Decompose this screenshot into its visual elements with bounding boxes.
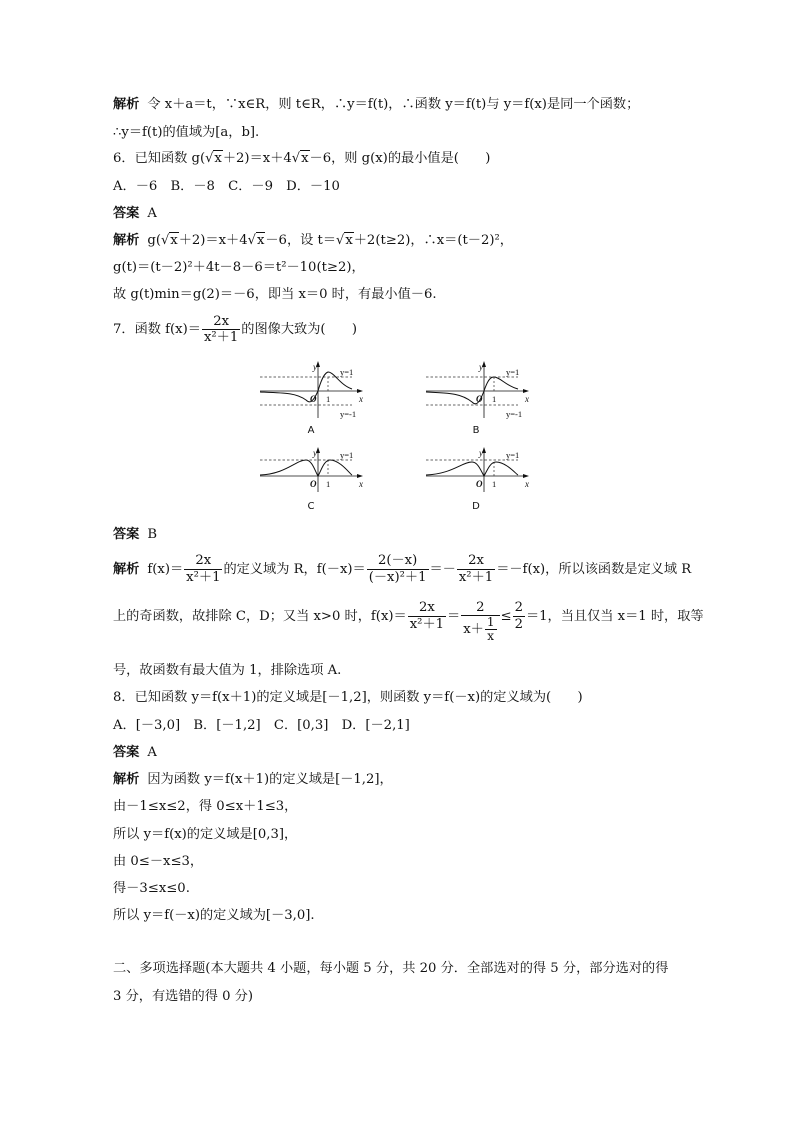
arrow-icon — [357, 389, 363, 393]
denominator: x²＋1 — [186, 570, 221, 585]
graph-d — [422, 446, 532, 496]
question-text: 6．已知函数 g( — [113, 151, 206, 166]
solution-text: －6，设 t＝ — [265, 233, 337, 248]
origin-label: O — [476, 394, 483, 404]
numerator: 2 — [461, 600, 499, 616]
arrow-icon — [523, 389, 529, 393]
x-axis-label: x — [359, 394, 363, 404]
solution-line — [113, 96, 639, 114]
curve — [260, 372, 352, 402]
question-text: ＋2)＝x＋4 — [222, 151, 292, 166]
solution-line — [113, 600, 704, 643]
curve — [426, 377, 518, 404]
radicand: x — [345, 233, 353, 248]
denominator — [461, 616, 499, 643]
graph-caption: A — [307, 425, 315, 436]
y-axis-label: y — [479, 362, 483, 372]
solution-text: ＝－ — [429, 562, 456, 577]
radicand: x — [170, 233, 178, 248]
origin-label: O — [476, 479, 483, 489]
asymptote-label: y=1 — [506, 367, 520, 377]
solution-text: ＋2)＝x＋4 — [178, 233, 248, 248]
answer-label: 答案 — [113, 527, 140, 542]
fraction — [457, 553, 495, 586]
numerator: 2(－x) — [367, 553, 429, 570]
tick-label: 1 — [492, 394, 497, 404]
solution-text: ＝1，当且仅当 x＝1 时，取等 — [525, 609, 704, 624]
numerator: 2x — [202, 314, 240, 330]
answer-label: 答案 — [113, 745, 140, 760]
denominator: 2 — [514, 617, 523, 632]
tick-label: 1 — [326, 394, 331, 404]
sqrt-expression: √x — [160, 233, 178, 248]
numerator: 2x — [184, 553, 222, 570]
sqrt-expression: √x — [205, 151, 222, 166]
asymptote-label: y=1 — [340, 367, 354, 377]
asymptote-label: y=-1 — [340, 409, 357, 419]
denominator-text: x＋ — [463, 622, 484, 637]
curve — [426, 462, 518, 476]
question-8: 8．已知函数 y＝f(x＋1)的定义域是[－1,2]，则函数 y＝f(－x)的定义域为( ) — [113, 690, 583, 705]
graph-a — [256, 360, 366, 420]
question-6 — [113, 150, 490, 168]
fraction — [461, 600, 499, 643]
solution-text: g( — [147, 233, 161, 248]
question-text: 7．函数 f(x)＝ — [113, 322, 201, 337]
x-axis-label: x — [525, 479, 529, 489]
solution-label: 解析 — [113, 97, 140, 112]
sqrt-expression: √x — [291, 151, 309, 166]
numerator: 1 — [486, 615, 495, 629]
solution-line: g(t)＝(t－2)²＋4t－8－6＝t²－10(t≥2)， — [113, 260, 365, 275]
solution-line: 由 0≤－x≤3， — [113, 854, 204, 869]
solution-text: 令 x＋a＝t，∵x∈R，则 t∈R，∴y＝f(t)，∴函数 y＝f(t)与 y＝f(x)是同一个函数； — [147, 97, 640, 112]
solution-text: 因为函数 y＝f(x＋1)的定义域是[－1,2]， — [147, 772, 393, 787]
solution-line — [113, 553, 691, 586]
solution-line: 由－1≤x≤2，得 0≤x＋1≤3， — [113, 799, 298, 814]
fraction — [513, 600, 525, 633]
asymptote-label: y=1 — [340, 450, 354, 460]
y-axis-label: y — [479, 448, 483, 458]
denominator: x — [487, 629, 495, 643]
graph-c — [256, 446, 366, 496]
solution-text: ≤ — [500, 609, 512, 624]
denominator: x²＋1 — [409, 617, 445, 632]
solution-text: ＝－f(x)，所以该函数是定义域 R — [496, 562, 692, 577]
solution-text: f(x)＝ — [147, 562, 184, 577]
solution-text: ＋2(t≥2)，∴x＝(t－2)²， — [353, 233, 513, 248]
numerator: 2x — [457, 553, 495, 570]
graph-b — [422, 360, 532, 420]
radicand: x — [256, 233, 265, 248]
solution-line — [113, 124, 259, 142]
denominator: x²＋1 — [203, 330, 239, 345]
x-axis-label: x — [359, 479, 363, 489]
fraction — [202, 314, 240, 345]
solution-line: 故 g(t)min＝g(2)＝－6，即当 x＝0 时，有最小值－6. — [113, 287, 437, 302]
solution-line — [113, 232, 513, 250]
answer-value: B — [147, 527, 158, 542]
asymptote-label: y=1 — [506, 450, 520, 460]
origin-label: O — [310, 479, 317, 489]
answer-line — [113, 205, 157, 223]
origin-label: O — [310, 394, 317, 404]
y-axis-label: y — [313, 448, 317, 458]
answer-line — [113, 744, 157, 762]
solution-label: 解析 — [113, 772, 140, 787]
sqrt-expression: √x — [336, 233, 353, 248]
solution-text: 上的奇函数，故排除 C，D；又当 x>0 时，f(x)＝ — [113, 609, 407, 624]
denominator: (－x)²＋1 — [368, 570, 427, 585]
y-axis-label: y — [313, 362, 317, 372]
numerator: 2 — [514, 600, 523, 615]
question-text: 的图像大致为( ) — [241, 322, 358, 337]
section-heading: 二、多项选择题(本大题共 4 小题，每小题 5 分，共 20 分．全部选对的得 5 分，部分选对的得 — [113, 961, 669, 976]
solution-label: 解析 — [113, 562, 140, 577]
tick-label: 1 — [492, 479, 497, 489]
answer-value: A — [147, 206, 157, 221]
answer-line — [113, 526, 157, 544]
arrow-icon — [523, 474, 529, 478]
solution-label: 解析 — [113, 233, 140, 248]
question-8-options: A．[－3,0] B．[－1,2] C．[0,3] D．[－2,1] — [113, 718, 410, 733]
graph-caption: B — [472, 425, 480, 436]
x-axis-label: x — [525, 394, 529, 404]
answer-value: A — [147, 745, 157, 760]
solution-text: ＝ — [447, 609, 461, 624]
question-text: －6，则 g(x)的最小值是( ) — [309, 151, 491, 166]
question-6-options: A．－6 B．－8 C．－9 D．－10 — [113, 179, 340, 194]
solution-line: 得－3≤x≤0. — [113, 881, 190, 896]
solution-line: 号，故函数有最大值为 1，排除选项 A. — [113, 663, 342, 678]
denominator: x²＋1 — [458, 570, 494, 585]
curve — [260, 460, 352, 476]
sqrt-expression: √x — [247, 233, 265, 248]
solution-line — [113, 771, 393, 789]
fraction — [184, 553, 222, 586]
graph-caption: D — [472, 501, 480, 512]
fraction — [485, 616, 497, 643]
solution-line: 所以 y＝f(x)的定义域是[0,3]， — [113, 827, 298, 842]
arrow-icon — [357, 474, 363, 478]
numerator: 2x — [408, 600, 446, 617]
fraction — [367, 553, 429, 586]
tick-label: 1 — [326, 479, 331, 489]
answer-label: 答案 — [113, 206, 140, 221]
asymptote-label: y=-1 — [506, 409, 523, 419]
graph-caption: C — [307, 501, 315, 512]
solution-line: 所以 y＝f(－x)的定义域为[－3,0]. — [113, 908, 315, 923]
solution-text: ∴y＝f(t)的值域为[a，b]. — [113, 125, 260, 140]
solution-text: 的定义域为 R，f(－x)＝ — [223, 562, 366, 577]
radicand: x — [214, 151, 222, 166]
section-heading-cont: 3 分，有选错的得 0 分) — [113, 989, 254, 1004]
question-7 — [113, 314, 357, 345]
radicand: x — [301, 151, 309, 166]
fraction — [408, 600, 446, 633]
